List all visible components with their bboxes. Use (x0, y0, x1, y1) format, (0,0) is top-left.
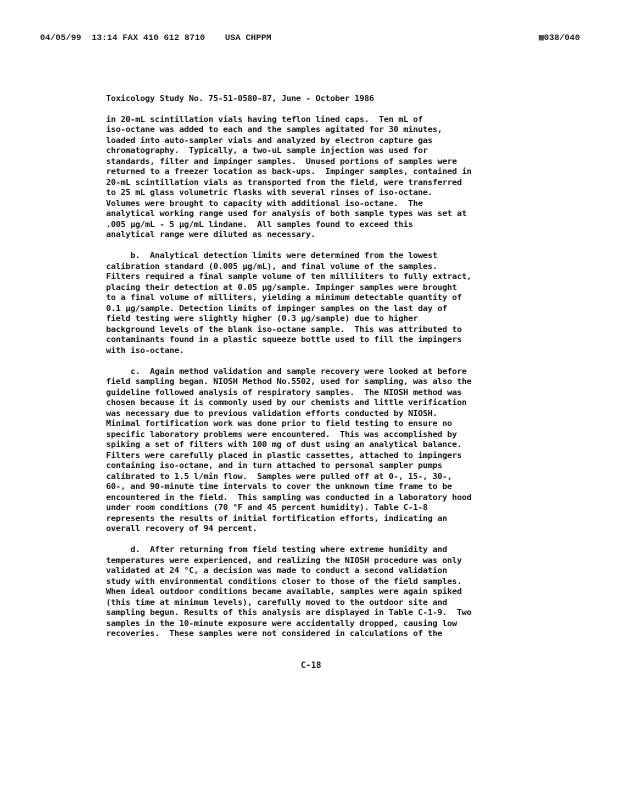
paragraph-c (106, 366, 546, 534)
text-line: to a final volume of milliters, yielding a minimum detectable quantity of (106, 292, 462, 302)
text-line: samples in the 10-minute exposure were accidentally dropped, causing low (106, 617, 457, 628)
text-line: chosen because it is commonly used by our chemists and little verification (106, 397, 467, 407)
text-line: When ideal outdoor conditions became available, samples were again spiked (106, 586, 462, 596)
text-line: specific laboratory problems were encountered. This was accomplished by (106, 428, 457, 439)
text-line: was necessary due to previous validation efforts conducted by NIOSH. (106, 407, 438, 418)
text-line: iso-octane was added to each and the samples agitated for 30 minutes, (106, 124, 443, 134)
text-line: to 25 mL glass volumetric flasks with several rinses of iso-octane. (106, 187, 433, 197)
text-line: calibrated to 1.5 l/min flow. Samples were pulled off at 0-, 15-, 30-, (106, 470, 453, 481)
text-line: b. Analytical detection limits were determined from the lowest (106, 250, 438, 260)
text-line: Minimal fortification work was done prior to field testing to ensure no (106, 418, 453, 428)
text-line: 0.1 µg/sample. Detection limits of impinger samples on the last day of (106, 302, 448, 313)
text-line: sampling begun. Results of this analysis are displayed in Table C-1-9. Two (106, 607, 472, 617)
text-line: represents the results of initial fortification efforts, indicating an (106, 512, 448, 523)
text-line: validated at 24 °C, a decision was made to conduct a second validation (106, 565, 448, 575)
text-line: analytical range were diluted as necessary. (106, 229, 316, 239)
text-line: 60-, and 90-minute time intervals to cover the unknown time frame to be (106, 481, 453, 491)
text-line: field testing were slightly higher (0.3 µg/sample) due to higher (106, 313, 418, 323)
paragraph-b (106, 250, 546, 355)
text-line: returned to a freezer location as back-ups. Impinger samples, contained in (106, 166, 472, 176)
text-line: with iso-octane. (106, 344, 184, 355)
text-line: containing iso-octane, and in turn attached to personal sampler pumps (106, 460, 443, 470)
text-line: Volumes were brought to capacity with additional iso-octane. The (106, 197, 423, 208)
text-line: recoveries. These samples were not considered in calculations of the (106, 628, 443, 638)
page-number: C-18 (300, 661, 322, 671)
text-line: loaded into auto-sampler vials and analyzed by electron capture gas (106, 134, 433, 145)
text-line: analytical working range used for analysis of both sample types was set at (106, 208, 467, 218)
text-line: study with environmental conditions closer to those of the field samples. (106, 575, 462, 586)
text-line: Filters were carefully placed in plastic cassettes, attached to impingers (106, 449, 462, 460)
text-line: 20-mL scintillation vials as transported from the field, were transferred (106, 176, 462, 187)
text-line: d. After returning from field testing where extreme humidity and (106, 544, 448, 554)
fax-page-counter: ▩038/040 (538, 33, 580, 43)
text-line: encountered in the field. This sampling was conducted in a laboratory hood (106, 491, 472, 502)
text-line: in 20-mL scintillation vials having teflon lined caps. Ten mL of (106, 113, 423, 124)
text-line: spiking a set of filters with 100 mg of dust using an analytical balance. (106, 439, 462, 449)
text-line: overall recovery of 94 percent. (106, 523, 258, 533)
text-line: calibration standard (0.005 µg/mL), and final volume of the samples. (106, 260, 438, 271)
text-line: placing their detection at 0.05 µg/sample. Impinger samples were brought (106, 281, 457, 292)
text-line: chromatography. Typically, a two-uL sample injection was used for (106, 145, 428, 155)
text-line: guideline followed analysis of respiratory samples. The NIOSH method was (106, 386, 462, 397)
text-line: c. Again method validation and sample recovery were looked at before (106, 365, 467, 376)
text-line: .005 µg/mL - 5 µg/mL lindane. All samples found to exceed this (106, 218, 414, 229)
paragraph-continuation (106, 114, 546, 240)
text-line: temperatures were experienced, and realizing the NIOSH procedure was only (106, 554, 462, 565)
text-line: field sampling began. NIOSH Method No.5502, used for sampling, was also the (106, 376, 472, 386)
document-title: Toxicology Study No. 75-51-0580-87, June - October 1986 (106, 93, 375, 103)
paragraph-list (106, 114, 546, 639)
fax-header (40, 33, 580, 45)
text-line: contaminants found in a plastic squeeze bottle used to fill the impingers (106, 334, 462, 344)
document-body (106, 93, 546, 649)
fax-organization: USA CHPPM (225, 33, 272, 43)
text-line: standards, filter and impinger samples. Unused portions of samples were (106, 155, 457, 166)
fax-date-time: 04/05/99 13:14 FAX 410 612 8710 (40, 33, 206, 43)
text-line: (this time at minimum levels), carefully moved to the outdoor site and (106, 596, 448, 607)
text-line: Filters required a final sample volume of ten milliliters to fully extract, (106, 271, 472, 281)
paragraph-d (106, 544, 546, 639)
text-line: under room conditions (70 °F and 45 percent humidity). Table C-1-8 (106, 502, 428, 512)
text-line: background levels of the blank iso-octane sample. This was attributed to (106, 323, 462, 334)
